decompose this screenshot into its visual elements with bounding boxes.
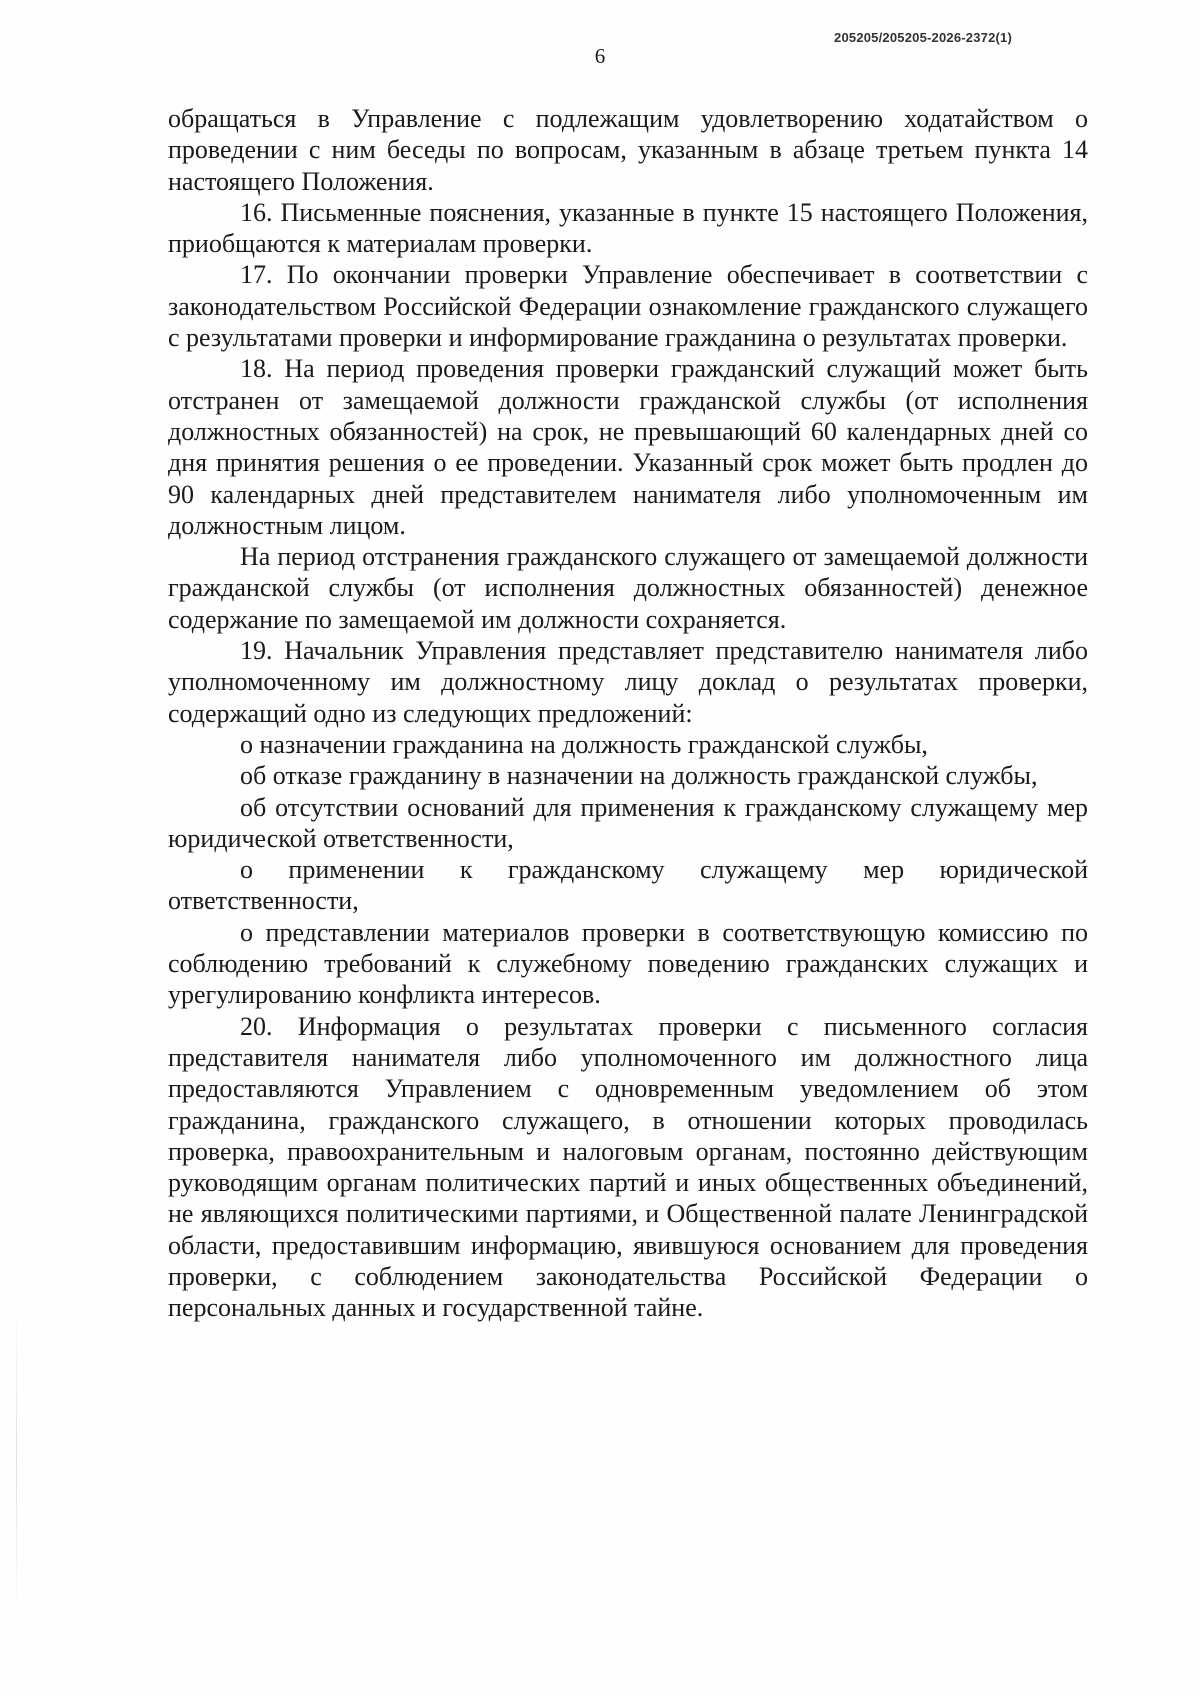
list-item-refusal: об отказе гражданину в назначении на должность гражданской службы, xyxy=(240,761,1038,791)
paragraph-continuation: обращаться в Управление с подлежащим удовлетворению ходатайством о проведении с ним беседы по вопросам, указанным в абзаце третьем пункта 14 настоящего Положения. xyxy=(168,104,1088,196)
page-number: 6 xyxy=(594,44,606,68)
paragraph-18: 18. На период проведения проверки гражданский служащий может быть отстранен от замещаемой должности гражданской службы (от исполнения должностных обязанностей) на срок, не превышающий 60 календарных дней со дня принятия решения о ее проведении. Указанный срок может быть продлен до 90 календарных дней представителем нанимателя либо уполномоченным им должностным лицом. xyxy=(168,354,1088,540)
list-item-commission: о представлении материалов проверки в соответствующую комиссию по соблюдению требований к служебному поведению гражданских служащих и урегулированию конфликта интересов. xyxy=(168,917,1088,1010)
list-item-no-grounds: об отсутствии оснований для применения к гражданскому служащему мер юридической ответственности, xyxy=(168,792,1088,853)
scan-edge-artifact xyxy=(16,1300,17,1620)
paragraph-20: 20. Информация о результатах проверки с письменного согласия представителя нанимателя либо уполномоченного им должностного лица предоставляются Управлением с одновременным уведомлением об этом гражданина, гражданского служащего, в отношении которых проводилась проверка, правоохранительным и налоговым органам, постоянно действующим руководящим органам политических партий и иных общественных объединений, не являющихся политическими партиями, и Общественной палате Ленинградской области, предоставившим информацию, явившуюся основанием для проведения проверки, с соблюдением законодательства Российской Федерации о персональных данных и государственной тайне. xyxy=(168,1011,1088,1323)
paragraph-17: 17. По окончании проверки Управление обеспечивает в соответствии с законодательством Российской Федерации ознакомление гражданского служащего с результатами проверки и информирование гражданина о результатах проверки. xyxy=(168,260,1088,353)
paragraph-18-suspension-pay: На период отстранения гражданского служащего от замещаемой должности гражданской службы (от исполнения должностных обязанностей) денежное содержание по замещаемой им должности сохраняется. xyxy=(168,542,1088,634)
paragraph-19: 19. Начальник Управления представляет представителю нанимателя либо уполномоченному им должностному лицу доклад о результатах проверки, содержащий одно из следующих предложений: xyxy=(168,636,1088,728)
list-item-appointment: о назначении гражданина на должность гражданской службы, xyxy=(240,729,928,759)
document-id: 205205/205205-2026-2372(1) xyxy=(834,30,1012,45)
paragraph-16: 16. Письменные пояснения, указанные в пункте 15 настоящего Положения, приобщаются к материалам проверки. xyxy=(168,197,1088,259)
document-body xyxy=(168,103,1088,1324)
list-item-liability: о применении к гражданскому служащему мер юридической ответственности, xyxy=(168,855,1088,916)
